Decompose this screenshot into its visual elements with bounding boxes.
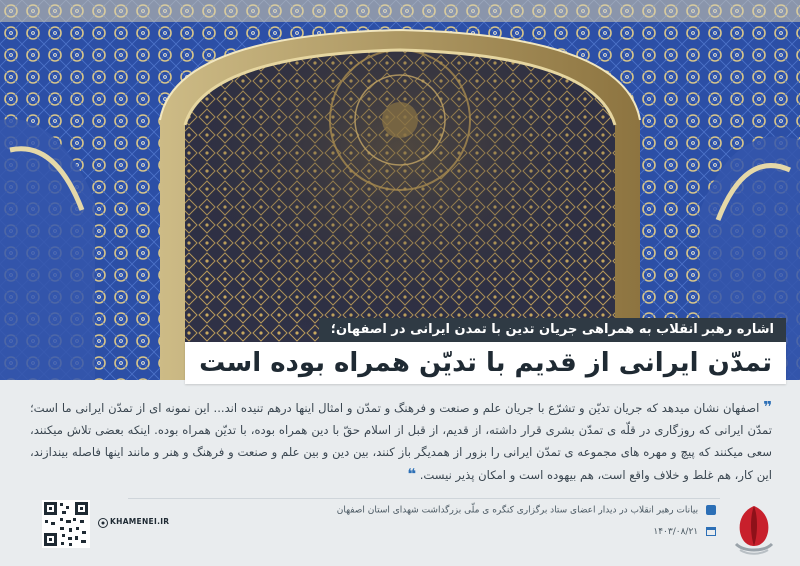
calendar-icon	[706, 527, 716, 536]
footer-divider	[128, 498, 720, 499]
source-caption	[337, 505, 716, 516]
quote-source-icon	[706, 505, 716, 515]
site-url: KHAMENEI.IR	[110, 517, 170, 526]
quote-text: اصفهان نشان میدهد که جریان تدیّن و تشرّع با جریان علم و صنعت و فرهنگ و تمدّن و امثال اینها درهم تنیده اند... این نمونه ای از تمدّن ایرانی ما است؛ تمدّن ایرانی که روزگاری در قلّه ی تمدّن بشری قرار داشته، از قدیم، از قبل از اسلام حقّ با دین همراه بوده، با تدیّن همراه بوده. اینکه بعضی تلاش میکنند، سعی میکنند که پیچ و مهره های مجموعه ی تمدّن ایرانی را بزور از همدیگر باز کنند، بین دین و بین علم و صنعت و فرهنگ و هنر و مانند اینها فاصله بیندازند، این کار، هم غلط و خلاف واقع است، هم بیهوده است و امکان پذیر نیست.	[30, 401, 772, 482]
date-text: ۱۴۰۳/۰۸/۲۱	[653, 527, 699, 537]
source-text: بیانات رهبر انقلاب در دیدار اعضای ستاد برگزاری کنگره ی ملّی بزرگداشت شهدای استان اصفهان	[336, 505, 699, 516]
date-caption	[653, 527, 716, 537]
quote-close-icon: ❝	[407, 465, 417, 483]
kicker-caption: اشاره رهبر انقلاب به همراهی جریان تدین با تمدن ایرانی در اصفهان؛	[319, 318, 786, 342]
headline: تمدّن ایرانی از قدیم با تدیّن همراه بوده است	[185, 342, 786, 384]
quote-paragraph	[30, 396, 772, 486]
martyrs-tulip-emblem-icon	[730, 500, 778, 556]
quote-open-icon: ❞	[763, 398, 772, 416]
quote-block	[30, 396, 772, 486]
qr-code-icon	[42, 500, 90, 548]
